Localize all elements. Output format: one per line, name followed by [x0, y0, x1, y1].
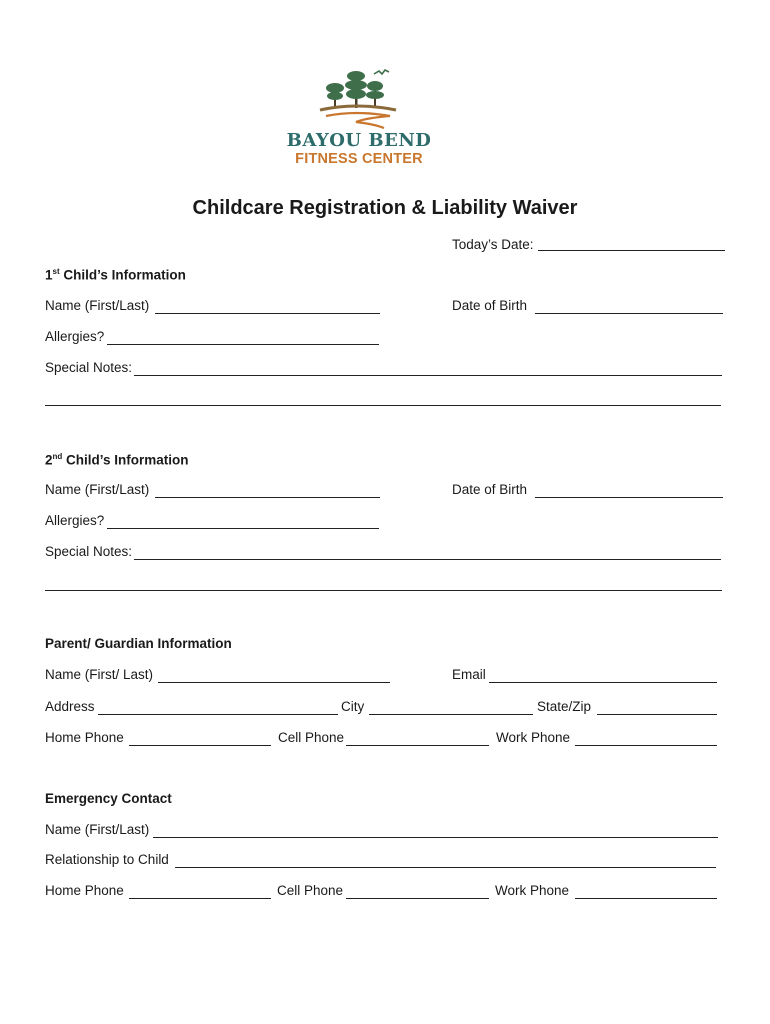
child1-allergies-field[interactable] [107, 344, 379, 345]
emergency-relationship-field[interactable] [175, 867, 716, 868]
parent-work-phone-field[interactable] [575, 745, 717, 746]
parent-city-field[interactable] [369, 714, 533, 715]
child1-name-field[interactable] [155, 313, 380, 314]
parent-email-field[interactable] [489, 682, 717, 683]
parent-cell-phone-label: Cell Phone [278, 730, 345, 745]
emergency-cell-phone-field[interactable] [346, 898, 489, 899]
child2-allergies-field[interactable] [107, 528, 379, 529]
emergency-name-label: Name (First/Last) [45, 822, 150, 837]
parent-address-label: Address [45, 699, 95, 714]
emergency-home-phone-label: Home Phone [45, 883, 124, 898]
child2-dob-field[interactable] [535, 497, 723, 498]
parent-address-field[interactable] [98, 714, 338, 715]
emergency-home-phone-field[interactable] [129, 898, 271, 899]
child1-notes-field-line-2[interactable] [45, 405, 721, 406]
emergency-name-field[interactable] [153, 837, 718, 838]
child2-notes-field-line-2[interactable] [45, 590, 722, 591]
emergency-relationship-label: Relationship to Child [45, 852, 169, 867]
child1-notes-label: Special Notes: [45, 360, 133, 375]
parent-work-phone-label: Work Phone [496, 730, 571, 745]
parent-name-field[interactable] [158, 682, 390, 683]
child2-dob-label: Date of Birth [452, 482, 528, 497]
child1-section-header: 1st Child’s Information [45, 267, 186, 283]
trees-logo-icon [316, 66, 402, 132]
parent-city-label: City [341, 699, 365, 714]
todays-date-field[interactable] [538, 250, 725, 251]
parent-section-header: Parent/ Guardian Information [45, 636, 232, 651]
parent-email-label: Email [452, 667, 486, 682]
child1-allergies-label: Allergies? [45, 329, 105, 344]
parent-statezip-label: State/Zip [537, 699, 592, 714]
parent-home-phone-field[interactable] [129, 745, 271, 746]
logo-line-1: BAYOU BEND [286, 130, 432, 151]
parent-statezip-field[interactable] [597, 714, 717, 715]
parent-cell-phone-field[interactable] [346, 745, 489, 746]
emergency-cell-phone-label: Cell Phone [277, 883, 344, 898]
logo-line-2: FITNESS CENTER [295, 151, 423, 167]
child1-dob-label: Date of Birth [452, 298, 528, 313]
bayou-bend-logo [286, 66, 432, 170]
todays-date-label: Today’s Date: [452, 237, 534, 252]
parent-name-label: Name (First/ Last) [45, 667, 154, 682]
emergency-work-phone-label: Work Phone [495, 883, 570, 898]
child2-name-field[interactable] [155, 497, 380, 498]
child1-notes-field[interactable] [134, 375, 722, 376]
form-title: Childcare Registration & Liability Waiver [192, 197, 578, 219]
child2-section-header: 2nd Child’s Information [45, 452, 189, 468]
child2-notes-label: Special Notes: [45, 544, 133, 559]
child1-dob-field[interactable] [535, 313, 723, 314]
child2-allergies-label: Allergies? [45, 513, 105, 528]
parent-home-phone-label: Home Phone [45, 730, 124, 745]
emergency-section-header: Emergency Contact [45, 791, 172, 806]
child2-notes-field[interactable] [134, 559, 721, 560]
child2-name-label: Name (First/Last) [45, 482, 150, 497]
child1-name-label: Name (First/Last) [45, 298, 150, 313]
emergency-work-phone-field[interactable] [575, 898, 717, 899]
